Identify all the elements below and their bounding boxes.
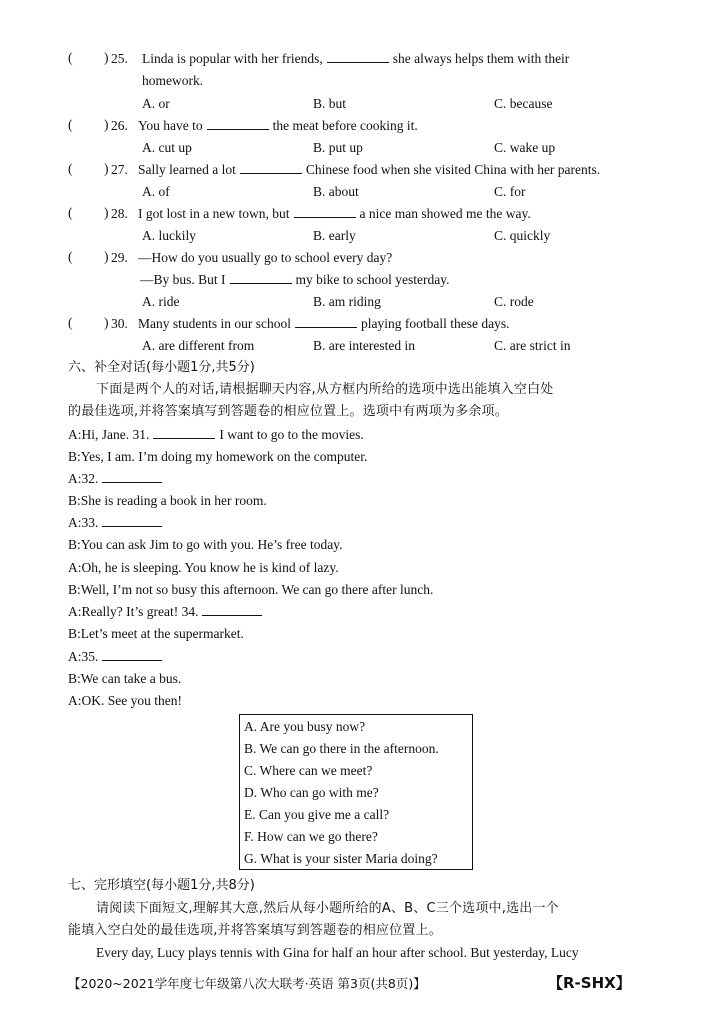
box-option-e: E. Can you give me a call? — [244, 807, 390, 822]
question-number-30: 30. — [111, 316, 128, 331]
question-stem-25: Linda is popular with her friends, she always helps them with their — [142, 51, 570, 66]
box-option-c: C. Where can we meet? — [244, 763, 373, 778]
blank-25 — [327, 50, 389, 63]
passage-line-1: Every day, Lucy plays tennis with Gina for half an hour after school. But yesterday, Lucy — [96, 945, 579, 960]
blank-30 — [295, 315, 357, 328]
blank-26 — [207, 117, 269, 130]
dialogue-line-11: A:35. — [68, 648, 166, 666]
blank-27 — [240, 161, 302, 174]
page-footer: 【2020~2021学年度七年级第八次大联考·英语 第3页(共8页)】 — [68, 976, 426, 991]
blank-35 — [102, 648, 162, 661]
question-number-28: 28. — [111, 206, 128, 221]
section6-title: 六、补全对话(每小题1分,共5分) — [68, 360, 255, 375]
option-29b: B. am riding — [313, 294, 381, 309]
option-30c: C. are strict in — [494, 338, 571, 353]
question-number-27: 27. — [111, 162, 128, 177]
section7-instruction-1: 请阅读下面短文,理解其大意,然后从每小题所给的A、B、C三个选项中,选出一个 — [96, 901, 559, 916]
option-30a: A. are different from — [142, 338, 255, 353]
dialogue-line-8: B:Well, I’m not so busy this afternoon. We can go there after lunch. — [68, 582, 434, 597]
options-box — [239, 714, 473, 870]
question-stem-29: —How do you usually go to school every day? — [138, 250, 393, 265]
dialogue-line-1: A:Hi, Jane. 31. I want to go to the movies. — [68, 427, 364, 442]
dialogue-line-6: B:You can ask Jim to go with you. He’s free today. — [68, 537, 343, 552]
option-29c: C. rode — [494, 294, 534, 309]
box-option-g: G. What is your sister Maria doing? — [244, 851, 438, 866]
option-28c: C. quickly — [494, 228, 551, 243]
box-option-f: F. How can we go there? — [244, 829, 378, 844]
section6-instruction-2: 的最佳选项,并将答案填写到答题卷的相应位置上。选项中有两项为多余项。 — [68, 404, 508, 419]
blank-34 — [202, 603, 262, 616]
dialogue-line-12: B:We can take a bus. — [68, 671, 182, 686]
question-number-29: 29. — [111, 250, 128, 265]
option-26b: B. put up — [313, 140, 363, 155]
question-stem-25-line2: homework. — [142, 73, 204, 88]
option-25a: A. or — [142, 96, 170, 111]
blank-28 — [294, 205, 356, 218]
option-28b: B. early — [313, 228, 356, 243]
blank-33 — [102, 514, 162, 527]
option-26a: A. cut up — [142, 140, 192, 155]
blank-29 — [230, 271, 292, 284]
question-stem-29-line2: —By bus. But I my bike to school yesterday. — [140, 272, 450, 287]
dialogue-line-3: A:32. — [68, 470, 166, 488]
exam-code: 【R-SHX】 — [548, 974, 631, 992]
blank-32 — [102, 470, 162, 483]
box-option-a: A. Are you busy now? — [244, 719, 366, 734]
section7-instruction-2: 能填入空白处的最佳选项,并将答案填写到答题卷的相应位置上。 — [68, 923, 442, 938]
option-25c: C. because — [494, 96, 553, 111]
dialogue-line-2: B:Yes, I am. I’m doing my homework on the computer. — [68, 449, 368, 464]
option-30b: B. are interested in — [313, 338, 415, 353]
box-option-d: D. Who can go with me? — [244, 785, 379, 800]
option-25b: B. but — [313, 96, 347, 111]
dialogue-line-13: A:OK. See you then! — [68, 693, 182, 708]
dialogue-line-9: A:Really? It’s great! 34. — [68, 603, 266, 621]
dialogue-line-10: B:Let’s meet at the supermarket. — [68, 626, 244, 641]
option-26c: C. wake up — [494, 140, 556, 155]
question-number-26: 26. — [111, 118, 128, 133]
question-stem-26: You have to the meat before cooking it. — [138, 118, 418, 133]
question-number-25: 25. — [111, 51, 128, 66]
question-stem-28: I got lost in a new town, but a nice man showed me the way. — [138, 206, 531, 221]
question-stem-27: Sally learned a lot Chinese food when she visited China with her parents. — [138, 162, 601, 177]
section7-title: 七、完形填空(每小题1分,共8分) — [68, 878, 255, 893]
option-27b: B. about — [313, 184, 359, 199]
dialogue-line-5: A:33. — [68, 514, 166, 532]
option-27a: A. of — [142, 184, 170, 199]
question-stem-30: Many students in our school playing football these days. — [138, 316, 510, 331]
dialogue-line-7: A:Oh, he is sleeping. You know he is kind of lazy. — [68, 560, 339, 575]
option-29a: A. ride — [142, 294, 180, 309]
blank-31 — [153, 426, 215, 439]
option-28a: A. luckily — [142, 228, 196, 243]
dialogue-line-4: B:She is reading a book in her room. — [68, 493, 267, 508]
exam-page: ( ) 25. Linda is popular with her friends, she always helps them with their homework. A. or B. but C. because ( ) 26. You have to the meat before cooking it. A. cut up B. put up C. wake up ( ) 27. Sally learned a lot Chinese food when she visited China with her parents. A. of B. about C. for ( ) 28. I got lost in a new town, but a nice man showed me the way. A. luckily B. early C. quickly ( ) 29. —How do you usually go to school every day? —By bus. But I my bike to school yesterday. A. ride B. am riding C. rode ( ) 30. Many students in our school playing football these days. A. are different from B. are interested in C. are strict in 六、补全对话(每小题1分,共5分) 下面是两个人的对话,请根据聊天内容,从方框内所给的选项中选出能填入空白处 的最佳选项,并将答案填写到答题卷的相应位置上。选项中有两项为多余项。 A:Hi, Jane. 31. I want to go to the movies. B:Yes, I am. I’m doing my homework on the computer. A:32. B:She is reading a book in her room. A:33. B:You can ask Jim to go with you. He’s free today. A:Oh, he is sleeping. You know he is kind of lazy. B:Well, I’m not so busy this afternoon. We can go there after lunch. A:Really? It’s great! 34. B:Let’s meet at the supermarket. A:35. B:We can take a bus. A:OK. See you then! A. Are you busy now? B. We can go there in the afternoon. C. Where can we meet? D. Who can go with me? E. Can you give me a call? F. How can we go there? G. What is your sister Maria doing? 七、完形填空(每小题1分,共8分) 请阅读下面短文,理解其大意,然后从每小题所给的A、B、C三个选项中,选出一个 能填入空白处的最佳选项,并将答案填写到答题卷的相应位置上。 Every day, Lucy plays tennis with Gina for half an hour after school. But yesterday, Lucy 【2020~2021学年度七年级第八次大联考·英语 第3页(共8页)】 【R-SHX】 — [68, 50, 631, 992]
option-27c: C. for — [494, 184, 526, 199]
box-option-b: B. We can go there in the afternoon. — [244, 741, 439, 756]
section6-instruction-1: 下面是两个人的对话,请根据聊天内容,从方框内所给的选项中选出能填入空白处 — [96, 382, 554, 397]
